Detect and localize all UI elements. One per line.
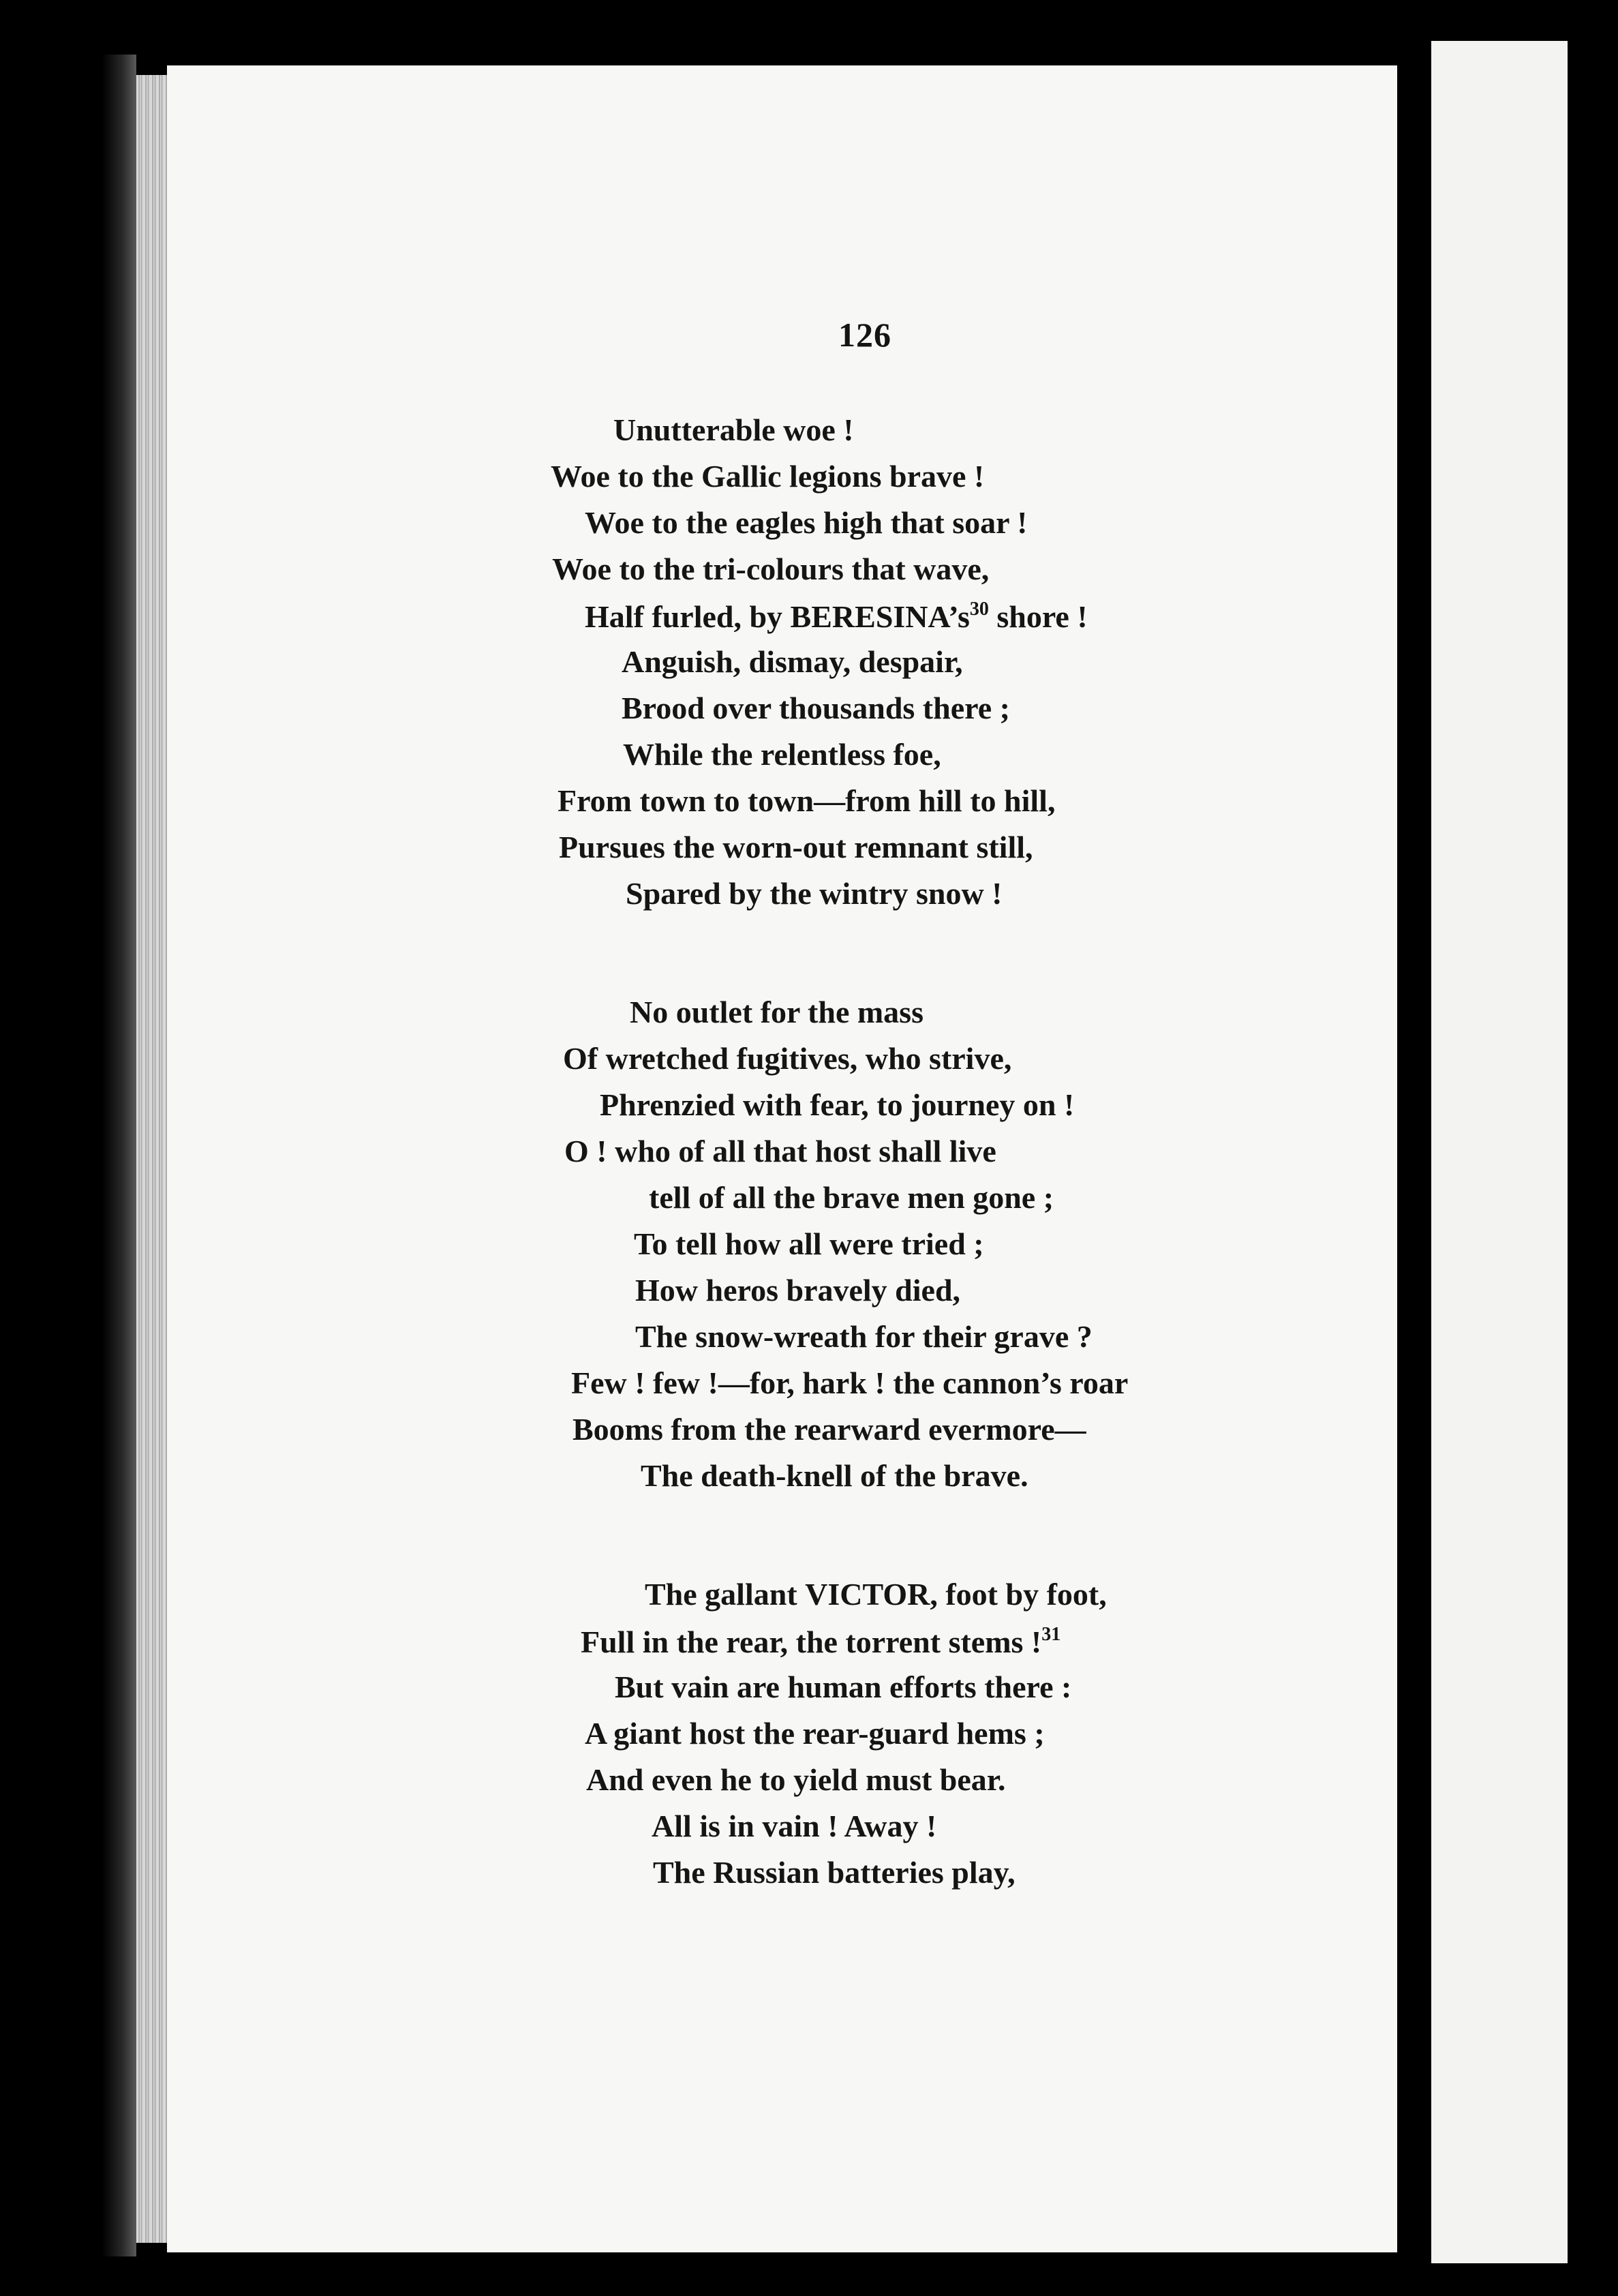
poem-line: tell of all the brave men gone ;	[649, 1180, 1054, 1215]
poem-line: Woe to the tri-colours that wave,	[552, 552, 990, 586]
page-number: 126	[838, 316, 891, 354]
poem-line: The death-knell of the brave.	[641, 1458, 1028, 1493]
poem-name-smallcaps: VICTOR	[805, 1577, 930, 1612]
poem-line-text: The gallant	[645, 1577, 797, 1612]
poem-line: Few ! few !—for, hark ! the cannon’s roar	[571, 1365, 1129, 1400]
poem-line: No outlet for the mass	[630, 995, 924, 1029]
facing-page	[1431, 41, 1568, 2263]
poem-line-text: Full in the rear, the torrent stems !	[581, 1625, 1042, 1659]
poem-line: But vain are human efforts there :	[615, 1670, 1072, 1704]
poem-line: Woe to the eagles high that soar !	[585, 505, 1028, 540]
footnote-ref: 31	[1041, 1624, 1061, 1645]
poem-line: How heros bravely died,	[635, 1273, 961, 1308]
poem-line: Unutterable woe !	[613, 412, 854, 447]
poem-line: Woe to the Gallic legions brave !	[551, 459, 985, 494]
poem-line-text: Half furled, by BERESINA’s	[585, 599, 970, 634]
poem-line: And even he to yield must bear.	[586, 1762, 1006, 1797]
poem-line: Of wretched fugitives, who strive,	[563, 1041, 1012, 1076]
poem-line: Phrenzied with fear, to journey on !	[600, 1087, 1075, 1122]
gutter-shadow	[1397, 55, 1431, 2250]
poem-line	[645, 1579, 1107, 1610]
poem-line: Anguish, dismay, despair,	[622, 644, 963, 679]
book-spine-shadow	[102, 55, 136, 2256]
poem-line: Brood over thousands there ;	[622, 691, 1010, 725]
poem-line: O ! who of all that host shall live	[564, 1134, 996, 1168]
poem-line: Booms from the rearward evermore—	[573, 1412, 1086, 1447]
poem-line	[581, 1625, 1060, 1658]
poem-line: From town to town—from hill to hill,	[558, 783, 1056, 818]
poem-line: A giant host the rear-guard hems ;	[585, 1716, 1045, 1751]
poem-line-text: shore !	[988, 599, 1088, 634]
poem-line: Spared by the wintry snow !	[626, 876, 1003, 911]
poem-line: Pursues the worn-out remnant still,	[559, 830, 1033, 864]
poem-line: The Russian batteries play,	[653, 1855, 1016, 1890]
poem-line: All is in vain ! Away !	[652, 1809, 937, 1843]
poem-line	[585, 600, 1088, 633]
poem-line-text: , foot by foot,	[930, 1577, 1107, 1612]
poem-line: While the relentless foe,	[623, 737, 941, 772]
poem-line: To tell how all were tried ;	[634, 1226, 984, 1261]
footnote-ref: 30	[969, 599, 989, 620]
poem-line: The snow-wreath for their grave ?	[635, 1319, 1093, 1354]
